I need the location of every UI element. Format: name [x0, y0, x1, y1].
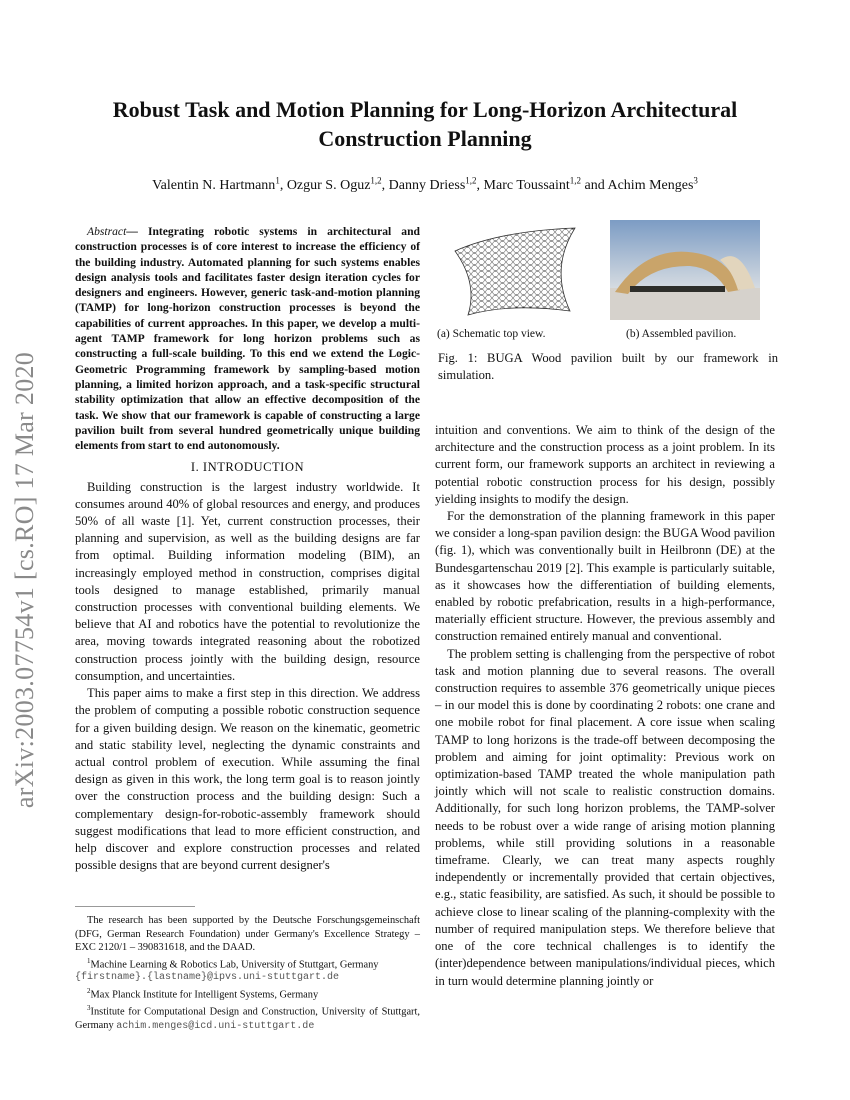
subcaption-b: (b) Assembled pavilion.: [626, 328, 737, 340]
assembled-pavilion-photo: [610, 220, 760, 320]
paper-title: [60, 95, 790, 153]
schematic-top-view-image: [450, 223, 585, 318]
abstract: [75, 224, 420, 453]
abstract-text: — Integrating robotic systems in architectural and construction processes is of core interest to increase the efficiency of the building industry. Automated planning for such systems enables design analysis tools and facilitates faster design iteration cycles for designers and engineers. However, generic task-and-motion planning (TAMP) for long-horizon construction processes is beyond the capabilities of current approaches. In this paper, we develop a multi-agent TAMP framework for long horizon problems such as constructing a full-scale building. To this end we extend the Logic-Geometric Programming framework by sampling-based motion planning, a limited horizon approach, and a task-specific structural stability optimization that allow an effective decomposition of the task. We show that our framework is capable of constructing a large pavilion built from several hundred geometrically unique building elements from start to end autonomously.: [75, 225, 420, 453]
paragraph: Building construction is the largest industry worldwide. It consumes around 40% of global resources and energy, and produces 50% of all waste [1]. Yet, current construction processes, their planning and supervision, as well as the building designs are far from optimal. Building information modeling (BIM), an increasingly employed method in construction, comprises digital tools designed to manage established, primarily manual construction processes with conventional building elements. We believe that AI and robotics have the potential to revolutionize the area, moving towards integrated reasoning about the robotized construction process jointly with the building design, resource consumption, and uncertainties.: [75, 479, 420, 683]
funding-note: The research has been supported by the Deutsche Forschungsgemeinschaft (DFG, German Research Foundation) under Germany's Excellence Strategy – EXC 2120/1 – 390831618, and the DAAD.: [75, 915, 420, 953]
paragraph: intuition and conventions. We aim to think of the design of the architecture and the construction process as a joint problem. In its current form, our framework supports an architect in reviewing a potential robotic construction process for his design, possibly yielding insights to modify the design.: [435, 423, 775, 506]
author: Danny Driess$^{1,2}$,: [388, 175, 484, 193]
author: Ozgur S. Oguz$^{1,2}$,: [286, 175, 389, 193]
paragraph: For the demonstration of the planning framework in this paper we consider a long-span pavilion design: the BUGA Wood pavilion (fig. 1), which was conventionally built in Heilbronn (DE) at the Bundesgartenschau 2019 [2]. This example is particularly suitable, as it showcases how the differentiation of building elements, enabled by robotic prefabrication, results in a high-performance, materially efficient structure. However, the previous assembly and construction remained entirely manual and conventional.: [435, 509, 775, 644]
figure-caption: Fig. 1: BUGA Wood pavilion built by our framework in simulation.: [438, 351, 778, 382]
footnotes: [75, 914, 420, 1033]
affiliation-2: $^2$Max Planck Institute for Intelligent Systems, Germany: [87, 986, 319, 1001]
title-line: Construction Planning: [318, 126, 532, 151]
author: Valentin N. Hartmann$^1$,: [152, 175, 287, 193]
author: Achim Menges$^3$: [607, 175, 698, 193]
email-3: achim.menges@icd.uni-stuttgart.de: [116, 1020, 315, 1032]
footnote-rule: [75, 906, 195, 907]
author-list: [60, 175, 790, 194]
email-1: {firstname}.{lastname}@ipvs.uni-stuttgart.de: [75, 972, 340, 984]
abstract-label: Abstract: [87, 225, 127, 238]
arxiv-watermark: arXiv:2003.07754v1 [cs.RO] 17 Mar 2020: [10, 351, 39, 809]
title-line: Robust Task and Motion Planning for Long-Horizon Architectural: [112, 97, 738, 122]
left-column: [75, 224, 420, 874]
affiliation-1: $^1$Machine Learning & Robotics Lab, University of Stuttgart, Germany: [87, 956, 379, 970]
subcaption-a: (a) Schematic top view.: [437, 328, 546, 340]
section-heading: I. INTRODUCTION: [190, 460, 305, 475]
affiliation-3: $^3$Institute for Computational Design and Construction, University of Stuttgart, Germany achim.menges@icd.uni-stuttgart.de: [75, 1003, 420, 1032]
author: Marc Toussaint$^{1,2}$ and: [483, 175, 608, 193]
right-column: [435, 422, 775, 990]
paragraph: This paper aims to make a first step in this direction. We address the problem of computing a possible robotic construction sequence for a given building design. We reason on the kinematic, geometric and static stability level, neglecting the dynamic constraints and actual control problem of execution. While assuming the final design as given in this work, the long term goal is to reason jointly over the construction process and the building design: Such a complementary design-for-robotic-assembly framework should suggest modifications that lead to more efficient construction, and help discover and explore construction processes and related possible designs that are beyond current designer's: [75, 686, 420, 873]
paragraph: The problem setting is challenging from the perspective of robot task and motion planning due to several reasons. The overall construction requires to assemble 376 geometrically unique pieces – in our model this is done by coordinating 2 robots: one crane and one mobile robot for final placement. A core issue when scaling TAMP to long horizons is the trade-off between decomposing the problem and aiming for joint optimality: Previous work on optimization-based TAMP treated the whole manipulation path jointly which will not scale to realistic construction domains. Additionally, for such long horizon problems, the TAMP-solver needs to be robust over a wide range of arising motion planning problems, while still providing solutions in a reasonable timeframe. Clearly, we can treat many aspects roughly independently or incrementally provided that certain objectives, e.g., static feasibility, are satisfied. As such, it should be possible to achieve close to linear scaling of the planning-complexity with the number of required manipulation steps. We therefore believe that one of the core technical challenges is to identify the (inter)dependence between manipulations/individual pieces, which in turn would determine planning jointly or: [435, 646, 775, 988]
